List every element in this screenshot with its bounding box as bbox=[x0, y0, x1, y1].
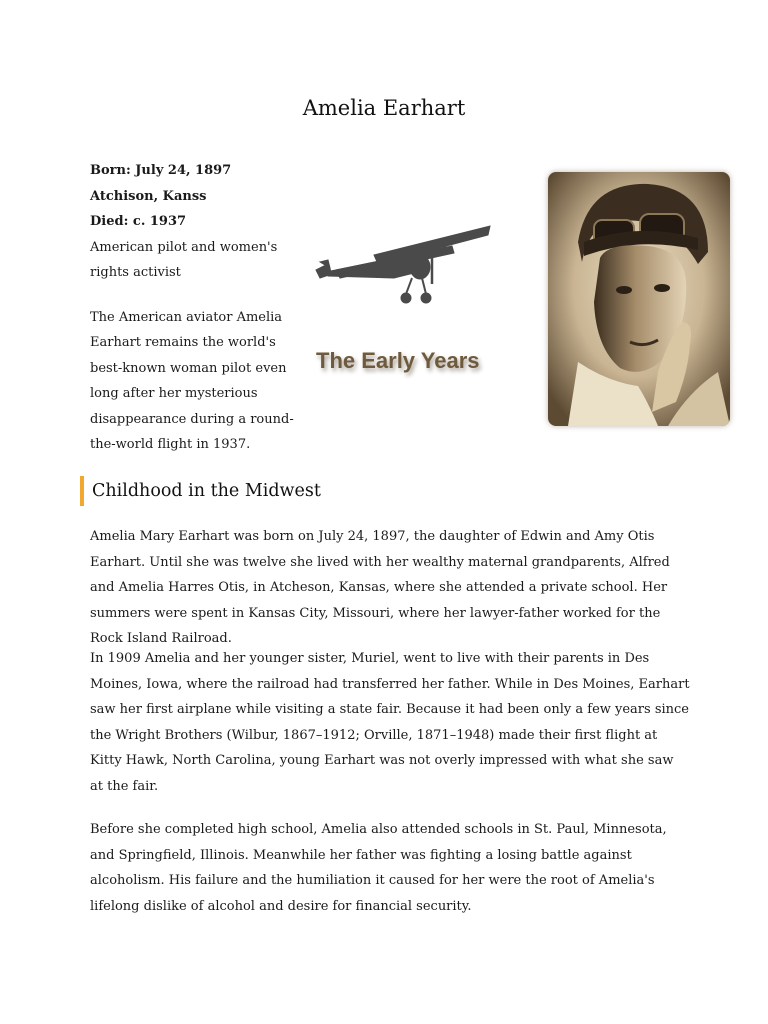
birth-place: Atchison, Kanss bbox=[90, 188, 207, 204]
paragraph-1: Amelia Mary Earhart was born on July 24, 1897, the daughter of Edwin and Amy Otis Earhart. Until she was twelve she lived with her wealthy maternal grandparents, Alfred and Amelia Harres Otis, in Atcheson, Kansas, where she attended a private school. Her summers were spent in Kansas City, Missouri, where her lawyer-father worked for the Rock Island Railroad. bbox=[90, 529, 670, 646]
paragraph-2: In 1909 Amelia and her younger sister, Muriel, went to live with their parents in Des Moines, Iowa, where the railroad had transferred her father. While in Des Moines, Earhart saw her first airplane while visiting a state fair. Because it had been only a few years since the Wright Brothers (Wilbur, 1867–1912; Orville, 1871–1948) made their first flight at Kitty Hawk, North Carolina, young Earhart was not overly impressed with what she saw at the fair. bbox=[90, 651, 690, 794]
portrait-photo bbox=[548, 172, 730, 426]
paragraph-3: Before she completed high school, Amelia also attended schools in St. Paul, Minnesota, and Springfield, Illinois. Meanwhile her father was fighting a losing battle against alcoholism. His failure and the humiliation it caused for her were the root of Amelia's lifelong dislike of alcohol and desire for financial security. bbox=[90, 822, 667, 914]
bio-block bbox=[90, 158, 295, 458]
biplane-icon bbox=[314, 222, 494, 310]
intro-paragraph: The American aviator Amelia Earhart remains the world's best-known woman pilot even long after her mysterious disappearance during a round-the-world flight in 1937. bbox=[90, 309, 294, 452]
early-years-caption: The Early Years bbox=[316, 348, 480, 373]
page-title: Amelia Earhart bbox=[302, 96, 466, 120]
role-description: American pilot and women's rights activist bbox=[90, 239, 278, 280]
section-heading: Childhood in the Midwest bbox=[80, 476, 321, 506]
death-date: Died: c. 1937 bbox=[90, 214, 187, 229]
birth-date: Born: July 24, 1897 bbox=[90, 163, 232, 178]
